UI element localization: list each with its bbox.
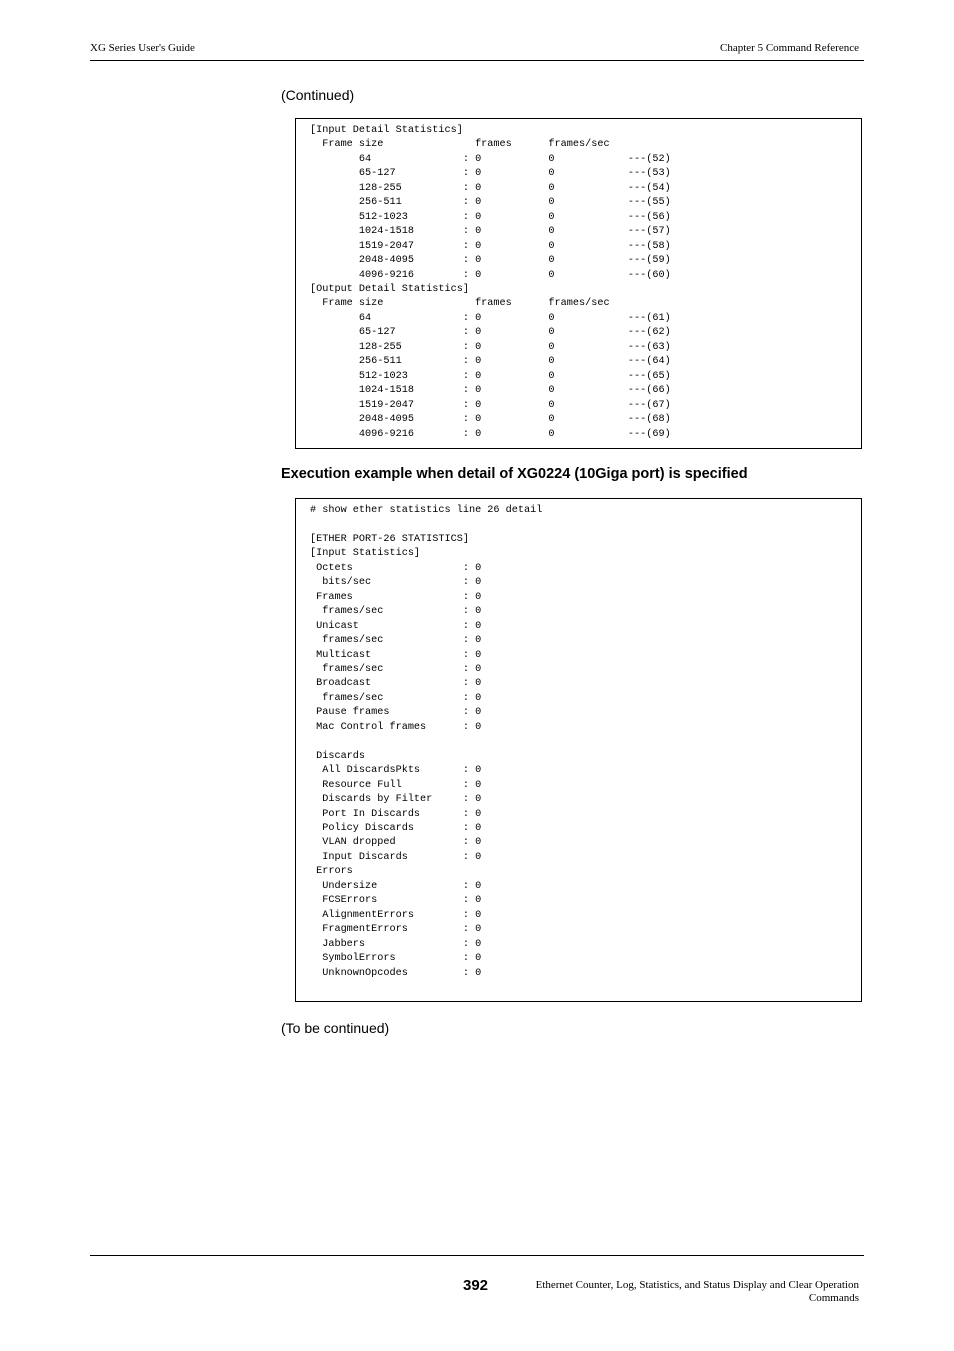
footer-title-line-1: Ethernet Counter, Log, Statistics, and Status Display and Clear Operation <box>535 1279 859 1291</box>
continued-label: (Continued) <box>281 87 355 103</box>
section-heading: Execution example when detail of XG0224 (10Giga port) is specified <box>281 466 748 482</box>
footer-divider <box>90 1255 864 1256</box>
header-chapter-title: Chapter 5 Command Reference <box>720 42 859 54</box>
to-be-continued-label: (To be continued) <box>281 1020 390 1036</box>
port-statistics-code-block <box>295 498 862 1002</box>
detail-statistics-code-block <box>295 118 862 449</box>
header-divider <box>90 60 864 61</box>
header-guide-title: XG Series User's Guide <box>90 42 195 54</box>
footer-title-line-2: Commands <box>808 1292 859 1304</box>
footer-section-title <box>499 1279 859 1305</box>
port-statistics-code: # show ether statistics line 26 detail [ETHER PORT-26 STATISTICS] [Input Statistics] Octets : 0 bits/sec : 0 Frames : 0 frames/sec : 0 Unicast : 0 frames/sec : 0 Multicast : 0 frames/sec : 0 Broadcast : 0 frames/sec : 0 Pause frames : 0 Mac Control frames : 0 Discards All DiscardsPkts : 0 Resource Full : 0 Discards by Filter : 0 Port In Discards : 0 Policy Discards : 0 VLAN dropped : 0 Input Discards : 0 Errors Undersize : 0 FCSErrors : 0 AlignmentErrors : 0 FragmentErrors : 0 Jabbers : 0 SymbolErrors : 0 UnknownOpcodes : 0 <box>310 505 543 979</box>
detail-statistics-code: [Input Detail Statistics] Frame size frames frames/sec 64 : 0 0 ---(52) 65-127 : 0 0 ---(53) 128-255 : 0 0 ---(54) 256-511 : 0 0 ---(55) 512-1023 : 0 0 ---(56) 1024-1518 : 0 0 ---(57) 1519-2047 : 0 0 ---(58) 2048-4095 : 0 0 ---(59) 4096-9216 : 0 0 ---(60) [Output Detail Statistics] Frame size frames frames/sec 64 : 0 0 ---(61) 65-127 : 0 0 ---(62) 128-255 : 0 0 ---(63) 256-511 : 0 0 ---(64) 512-1023 : 0 0 ---(65) 1024-1518 : 0 0 ---(66) 1519-2047 : 0 0 ---(67) 2048-4095 : 0 0 ---(68) 4096-9216 : 0 0 ---(69) <box>310 125 671 440</box>
page-number: 392 <box>463 1277 489 1294</box>
